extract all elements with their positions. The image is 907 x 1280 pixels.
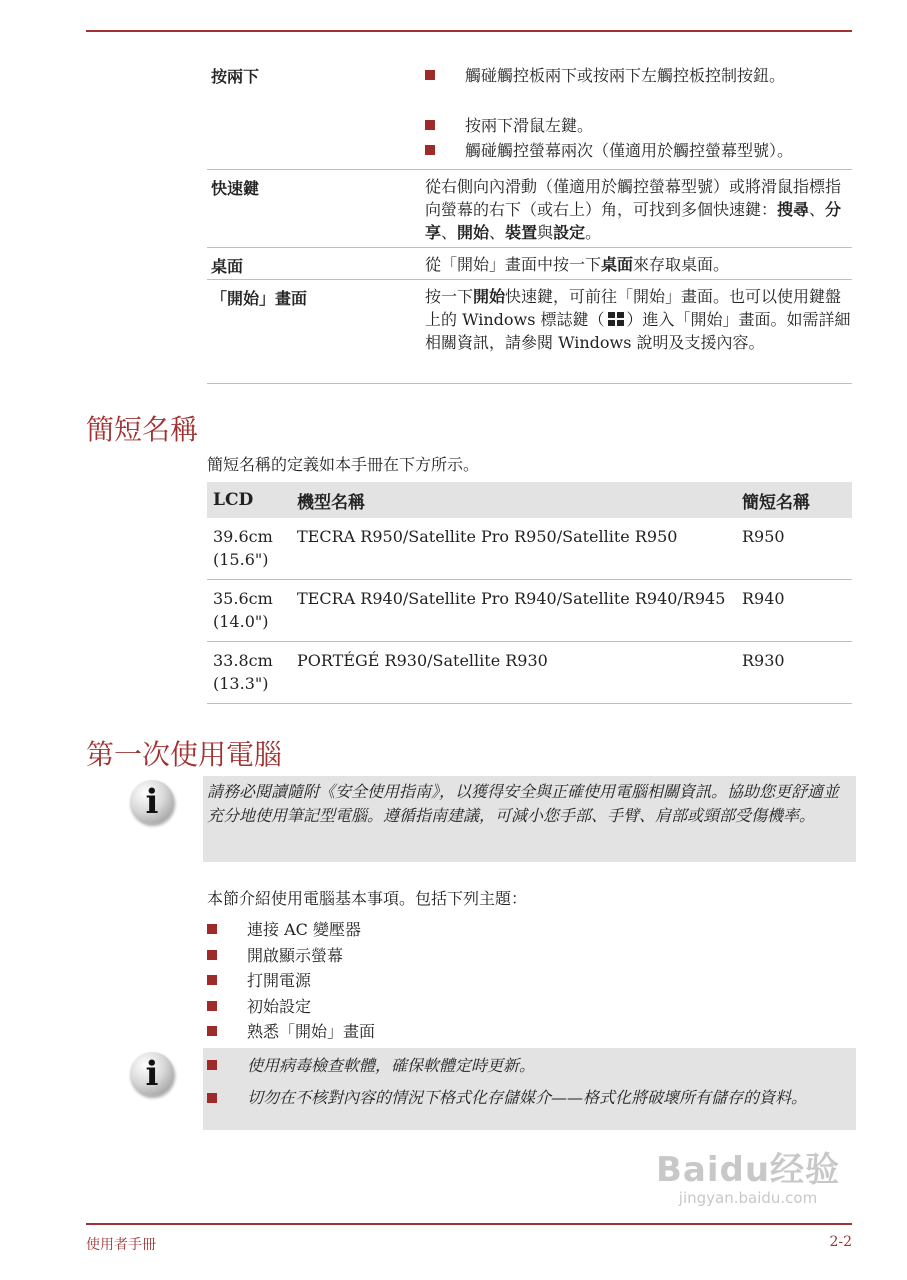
desktop-bold: 桌面	[601, 255, 634, 274]
cell-lcd	[207, 518, 291, 580]
col-short: 簡短名稱	[736, 482, 852, 518]
term-desc	[425, 58, 852, 169]
cell-model: TECRA R940/Satellite Pro R940/Satellite R940/R945	[291, 580, 736, 642]
list-item: 初始設定	[207, 994, 375, 1020]
cell-short: R950	[736, 518, 852, 580]
list-item: 連接 AC 變壓器	[207, 917, 375, 943]
list-item: 按兩下滑鼠左鍵。	[425, 113, 852, 138]
lcd-size: 33.8cm	[213, 651, 273, 670]
section-intro: 本節介紹使用電腦基本事項。包括下列主題：	[207, 889, 528, 908]
desc-text: 從右側向內滑動（僅適用於觸控螢幕型號）或將滑鼠指標指向螢幕的右下（或右上）角，可找到多個快速鍵：	[425, 177, 842, 219]
term-row-double-click	[207, 58, 852, 170]
col-model: 機型名稱	[291, 482, 736, 518]
start-bold: 開始	[473, 287, 506, 306]
watermark-logo: Baidu经验	[655, 1150, 841, 1190]
section-title-first-use: 第一次使用電腦	[86, 738, 283, 771]
desc-text: 從「開始」畫面中按一下	[425, 255, 602, 274]
list-item: 切勿在不核對內容的情況下格式化存儲媒介——格式化將破壞所有儲存的資料。	[207, 1086, 850, 1110]
lcd-size: 39.6cm	[213, 527, 273, 546]
list-item: 觸碰觸控螢幕兩次（僅適用於觸控螢幕型號）。	[425, 138, 852, 163]
charm-search: 搜尋	[777, 200, 810, 219]
term-name: 按兩下	[211, 67, 260, 86]
header-rule	[86, 30, 852, 32]
desc-end: 。	[585, 223, 602, 242]
sep: 與	[537, 223, 554, 242]
term-desc	[425, 280, 852, 383]
desc-text: ）進入「開始」畫面。如需詳細相關資訊，請參閱 Windows 說明及支援內容。	[425, 310, 851, 352]
sep: 、	[809, 200, 826, 219]
cell-lcd	[207, 642, 291, 704]
safety-note	[203, 776, 856, 862]
term-row-desktop	[207, 248, 852, 280]
charm-start: 開始	[457, 223, 490, 242]
table-row	[207, 518, 852, 580]
term-desc	[425, 170, 852, 247]
charm-share: 分享	[425, 200, 842, 242]
lcd-inch: (15.6")	[213, 550, 269, 569]
footer-rule	[86, 1223, 852, 1225]
term-name: 快速鍵	[211, 179, 260, 198]
info-icon: i	[130, 780, 174, 824]
desc-end: 來存取桌面。	[633, 255, 730, 274]
cell-model: PORTÉGÉ R930/Satellite R930	[291, 642, 736, 704]
footer-title: 使用者手冊	[86, 1237, 156, 1253]
abbreviation-table	[207, 482, 852, 704]
info-icon: i	[130, 1052, 174, 1096]
table-row	[207, 580, 852, 642]
table-row	[207, 642, 852, 704]
page-number: 2-2	[829, 1234, 852, 1250]
term-name: 「開始」畫面	[211, 289, 308, 308]
list-item: 觸碰觸控板兩下或按兩下左觸控板控制按鈕。	[425, 63, 852, 88]
list-item: 熟悉「開始」畫面	[207, 1019, 375, 1045]
term-table	[207, 58, 852, 384]
term-row-start-screen	[207, 280, 852, 384]
desc-text: 快速鍵，可前往「開始」畫面。也可以使用鍵盤上的 Windows 標誌鍵（	[425, 287, 842, 329]
lcd-size: 35.6cm	[213, 589, 273, 608]
lcd-inch: (13.3")	[213, 674, 269, 693]
charm-settings: 設定	[553, 223, 586, 242]
term-desc	[425, 248, 852, 279]
cell-short: R940	[736, 580, 852, 642]
abbr-intro: 簡短名稱的定義如本手冊在下方所示。	[207, 455, 480, 474]
watermark	[648, 1142, 848, 1207]
col-lcd: LCD	[207, 482, 291, 518]
cell-lcd	[207, 580, 291, 642]
cell-model: TECRA R950/Satellite Pro R950/Satellite R950	[291, 518, 736, 580]
desc-text: 按一下	[425, 287, 474, 306]
sep: 、	[441, 223, 458, 242]
windows-logo-icon	[608, 312, 624, 326]
list-item: 開啟顯示螢幕	[207, 943, 375, 969]
section-title-abbreviations: 簡短名稱	[86, 413, 199, 446]
topic-list	[207, 917, 375, 1045]
lcd-inch: (14.0")	[213, 612, 269, 631]
term-row-charms	[207, 170, 852, 248]
list-item: 打開電源	[207, 968, 375, 994]
charm-devices: 裝置	[505, 223, 538, 242]
note-text: 請務必閱讀隨附《安全使用指南》，以獲得安全與正確使用電腦相關資訊。協助您更舒適並充分地使用筆記型電腦。遵循指南建議，可減小您手部、手臂、肩部或頸部受傷機率。	[207, 782, 840, 825]
term-name: 桌面	[211, 257, 244, 276]
table-header-row	[207, 482, 852, 518]
watermark-url: jingyan.baidu.com	[678, 1189, 818, 1207]
caution-note	[203, 1048, 856, 1130]
sep: 、	[489, 223, 506, 242]
cell-short: R930	[736, 642, 852, 704]
list-item: 使用病毒檢查軟體，確保軟體定時更新。	[207, 1053, 850, 1078]
